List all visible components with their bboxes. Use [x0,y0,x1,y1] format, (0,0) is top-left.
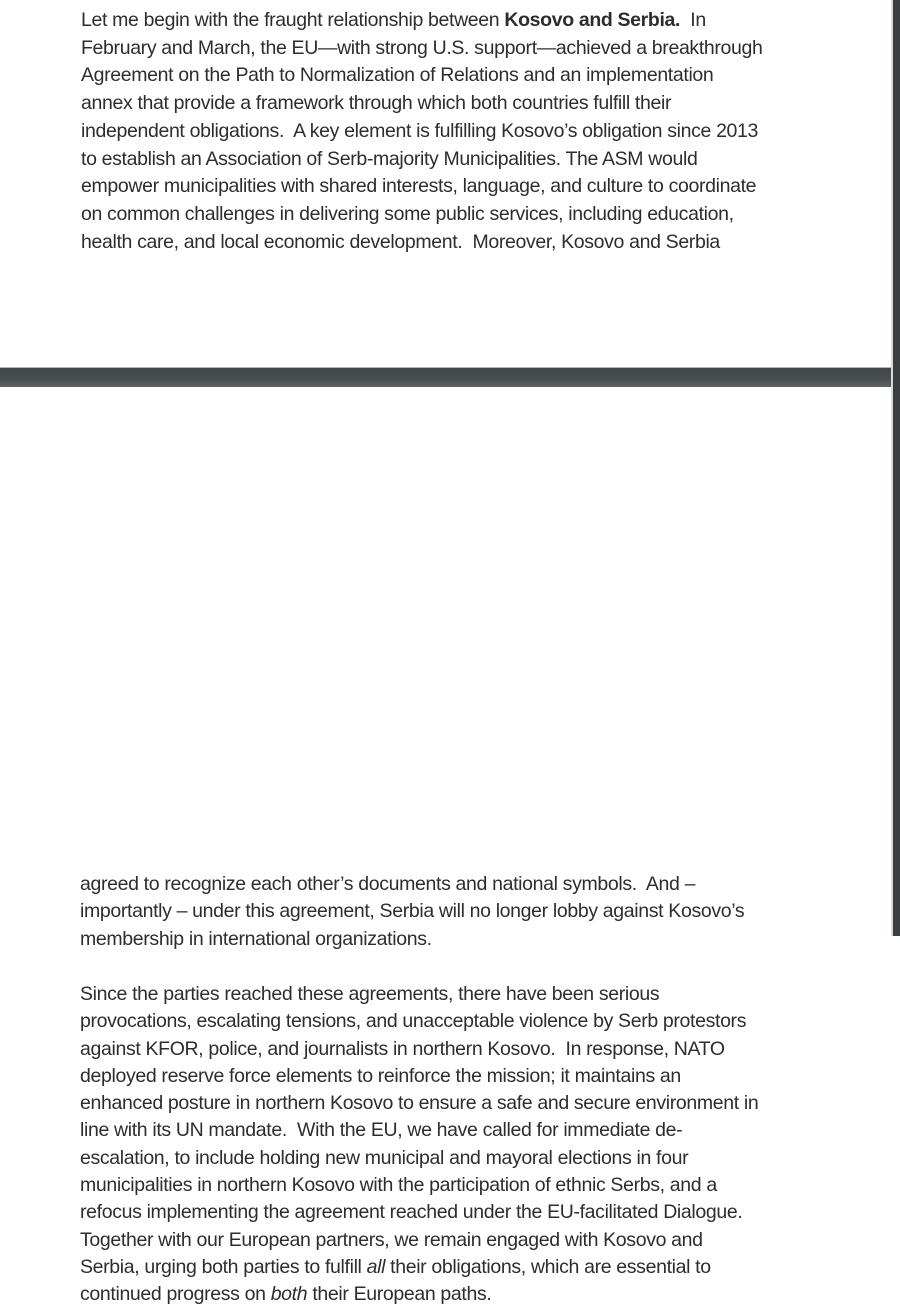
text-run: Agreement on the Path to Normalization of Relations and an implementation [81,64,714,87]
text-run: empower municipalities with shared interests, language, and culture to coordinate [81,175,757,198]
text-line [81,118,763,146]
page2-paragraph-2 [80,981,758,1309]
text-run: annex that provide a framework through which both countries fulfill their [81,92,672,115]
text-run: continued progress on [80,1283,271,1306]
text-line [81,7,763,35]
text-line [80,1008,758,1035]
text-run: independent obligations. A key element is fulfilling Kosovo’s obligation since 2013 [81,119,759,142]
document-page-1[interactable] [0,0,893,367]
text-line [80,926,744,953]
text-line [80,1254,758,1281]
text-run: importantly – under this agreement, Serbia will no longer lobby against Kosovo’s [80,900,745,923]
text-run: on common challenges in delivering some public services, including education, [81,202,734,225]
text-line [80,1145,758,1172]
page2-paragraph-1 [80,871,744,953]
text-run: membership in international organizations. [80,927,432,950]
text-run: their European paths. [307,1283,492,1306]
text-line [81,90,763,118]
text-run: line with its UN mandate. With the EU, we have called for immediate de- [80,1119,683,1142]
bold-text-run: Kosovo and Serbia. [504,9,681,31]
scrollbar-track[interactable] [891,0,900,936]
text-run: enhanced posture in northern Kosovo to ensure a safe and secure environment in [80,1092,759,1115]
page-separator [0,367,900,387]
text-line [80,1063,758,1090]
text-run: Together with our European partners, we remain engaged with Kosovo and [80,1228,703,1251]
text-run: Serbia, urging both parties to fulfill [80,1255,367,1278]
text-run: In [680,9,706,31]
text-run: agreed to recognize each other’s documents and national symbols. And – [80,873,696,895]
text-line [80,1281,758,1308]
text-run: deployed reserve force elements to reinforce the mission; it maintains an [80,1064,681,1087]
text-run: their obligations, which are essential to [385,1255,711,1278]
text-line [81,146,763,174]
text-line [81,229,763,257]
italic-text-run: both [270,1283,308,1306]
document-page-2[interactable] [0,387,893,1306]
text-run: escalation, to include holding new municipal and mayoral elections in four [80,1146,689,1169]
text-line [80,981,758,1008]
text-line [80,1199,758,1226]
text-run: Since the parties reached these agreements, there have been serious [80,983,660,1005]
text-line [80,1036,758,1063]
text-run: Let me begin with the fraught relationship between [81,9,505,31]
text-run: February and March, the EU—with strong U.S. support—achieved a breakthrough [81,36,763,59]
text-run: health care, and local economic development. Moreover, Kosovo and Serbia [81,230,720,253]
text-line [81,201,763,229]
text-line [81,35,763,63]
text-line [81,62,763,90]
text-line [80,1172,758,1199]
text-line [80,1117,758,1144]
text-line [80,1090,758,1117]
italic-text-run: all [366,1255,386,1278]
text-run: provocations, escalating tensions, and unacceptable violence by Serb protestors [80,1010,747,1033]
page1-paragraph [81,7,763,256]
text-run: against KFOR, police, and journalists in northern Kosovo. In response, NATO [80,1037,725,1060]
text-line [80,1227,758,1254]
text-line [81,173,763,201]
text-line [80,898,744,925]
text-run: refocus implementing the agreement reached under the EU-facilitated Dialogue. [80,1201,743,1224]
text-line [80,871,744,898]
text-run: municipalities in northern Kosovo with the participation of ethnic Serbs, and a [80,1174,717,1197]
text-run: to establish an Association of Serb-majority Municipalities. The ASM would [81,147,698,170]
